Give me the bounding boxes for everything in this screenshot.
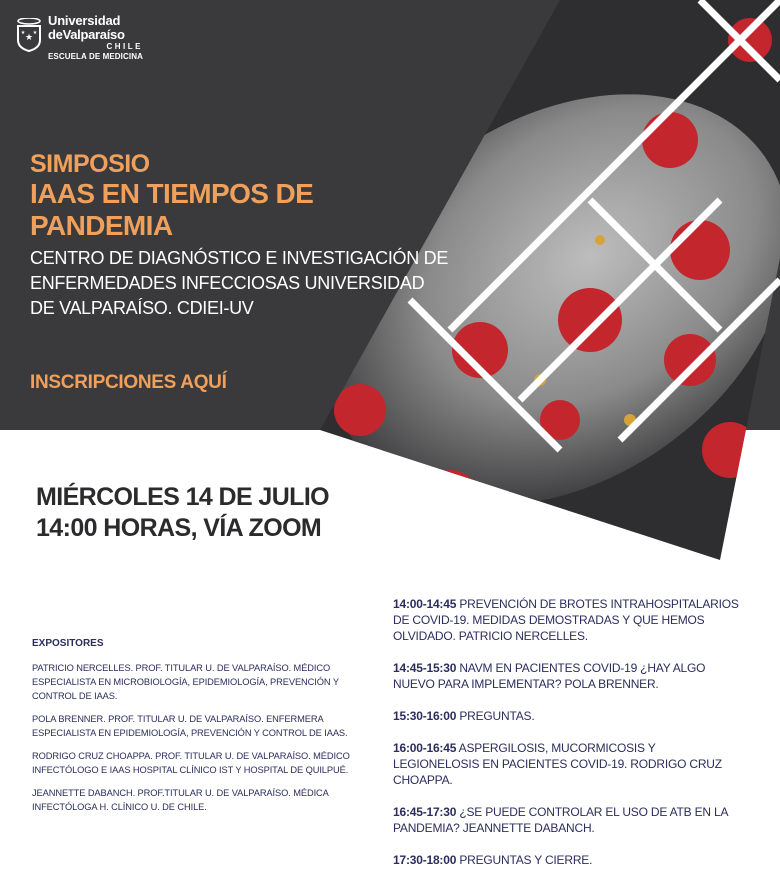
event-time: 14:00 HORAS, VÍA ZOOM <box>36 514 322 542</box>
logo-line2: deValparaíso <box>48 27 125 42</box>
program-text: ASPERGILOSIS, MUCORMICOSIS Y LEGIONELOSIS EN PACIENTES COVID-19. RODRIGO CRUZ CHOAPPA. <box>393 741 722 787</box>
program-time: 16:45-17:30 <box>393 805 457 819</box>
svg-text:★: ★ <box>32 30 38 36</box>
program-time: 14:45-15:30 <box>393 661 457 675</box>
hero-title: IAAS EN TIEMPOS DE PANDEMIA <box>30 178 314 241</box>
speakers-section <box>32 638 377 823</box>
speaker-item: JEANNETTE DABANCH. PROF.TITULAR U. DE VALPARAÍSO. MÉDICA INFECTÓLOGA H. CLÍNICO U. DE CHILE. <box>32 788 329 812</box>
speaker-item: POLA BRENNER. PROF. TITULAR U. DE VALPARAÍSO. ENFERMERA ESPECIALISTA EN EPIDEMIOLOGÍA, PREVENCIÓN Y CONTROL DE IAAS. <box>32 714 348 738</box>
speaker-item: PATRICIO NERCELLES. PROF. TITULAR U. DE VALPARAÍSO. MÉDICO ESPECIALISTA EN MICROBIOLOGÍA, EPIDEMIOLOGÍA, PREVENCIÓN Y CONTROL DE IAAS. <box>32 663 339 701</box>
event-date: MIÉRCOLES 14 DE JULIO <box>36 483 330 511</box>
program-item <box>393 596 743 644</box>
program-time: 15:30-16:00 <box>393 709 457 723</box>
hero-title-block <box>30 150 450 321</box>
logo-line1: Universidad <box>48 13 121 28</box>
speaker-item: RODRIGO CRUZ CHOAPPA. PROF. TITULAR U. DE VALPARAÍSO. MÉDICO INFECTÓLOGO E IAAS HOSPITAL CLÍNICO IST Y HOSPITAL DE QUILPUÉ. <box>32 751 350 775</box>
svg-text:★: ★ <box>24 33 34 43</box>
program-section <box>393 596 743 884</box>
program-time: 14:00-14:45 <box>393 597 457 611</box>
program-time: 16:00-16:45 <box>393 741 457 755</box>
hero-subtitle: CENTRO DE DIAGNÓSTICO E INVESTIGACIÓN DE ENFERMEDADES INFECCIOSAS UNIVERSIDAD DE VALPARAÍSO. CDIEI-UV <box>30 248 449 318</box>
program-item <box>393 852 743 868</box>
program-item <box>393 740 743 788</box>
program-text: NAVM EN PACIENTES COVID-19 ¿HAY ALGO NUEVO PARA IMPLEMENTAR? POLA BRENNER. <box>393 661 706 691</box>
program-time: 17:30-18:00 <box>393 853 457 867</box>
speakers-header: EXPOSITORES <box>32 638 104 649</box>
program-item <box>393 660 743 692</box>
program-text: ¿SE PUEDE CONTROLAR EL USO DE ATB EN LA PANDEMIA? JEANNETTE DABANCH. <box>393 805 728 835</box>
university-logo <box>16 14 143 62</box>
svg-text:★: ★ <box>20 30 26 36</box>
program-text: PREGUNTAS. <box>459 709 535 723</box>
event-date-block <box>36 482 329 544</box>
registration-link[interactable]: INSCRIPCIONES AQUÍ <box>30 372 227 393</box>
shield-icon <box>16 18 42 52</box>
logo-line3: CHILE <box>106 42 143 51</box>
hero-kicker: SIMPOSIO <box>30 150 150 178</box>
program-item <box>393 708 743 724</box>
logo-line4: ESCUELA DE MEDICINA <box>48 52 143 61</box>
program-text: PREGUNTAS Y CIERRE. <box>459 853 593 867</box>
program-item <box>393 804 743 836</box>
program-text: PREVENCIÓN DE BROTES INTRAHOSPITALARIOS DE COVID-19. MEDIDAS DEMOSTRADAS Y QUE HEMOS OLVIDADO. PATRICIO NERCELLES. <box>393 597 739 643</box>
